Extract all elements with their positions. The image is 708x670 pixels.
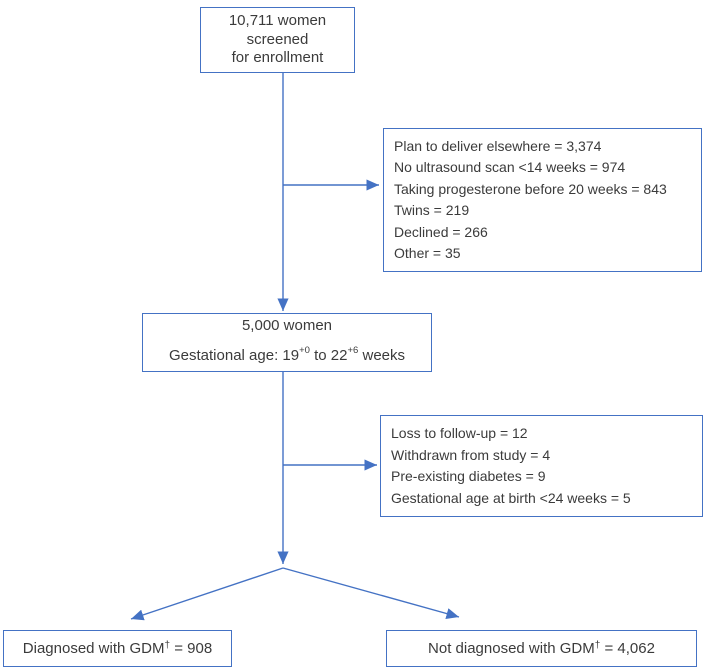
exclusion-item: Other = 35	[394, 245, 461, 261]
screened-line: screened	[246, 30, 309, 48]
gdm-prefix: Diagnosed with GDM	[22, 640, 165, 657]
followup-exclusion-item: Gestational age at birth <24 weeks = 5	[391, 489, 631, 506]
ga-suffix: weeks	[358, 347, 405, 364]
box-gdm-not-diagnosed	[386, 630, 697, 667]
screened-line: 10,711 women	[228, 12, 327, 30]
enrolled-count: 5,000 women	[241, 317, 333, 334]
gdm-count: = 908	[170, 640, 213, 657]
box-enrolled	[142, 313, 432, 372]
ga-superscript-low: +0	[299, 345, 310, 356]
box-screened	[200, 7, 355, 73]
ga-superscript-high: +6	[347, 345, 359, 356]
no-gdm-prefix: Not diagnosed with GDM	[428, 640, 595, 657]
exclusion-item: Taking progesterone before 20 weeks = 843	[394, 180, 667, 197]
exclusion-item: Plan to deliver elsewhere = 3,374	[394, 137, 602, 154]
dagger-symbol: †	[594, 640, 601, 651]
box-gdm-diagnosed	[3, 630, 232, 667]
ga-prefix: Gestational age: 19	[169, 347, 300, 364]
enrolled-gestational-age	[169, 338, 405, 369]
arrow-split-to-no-gdm	[283, 568, 459, 617]
box-exclusions-followup	[380, 415, 703, 517]
exclusion-item: Twins = 219	[394, 202, 470, 218]
arrow-split-to-gdm	[131, 568, 283, 619]
gdm-not-diagnosed-label	[428, 640, 655, 657]
followup-exclusion-item: Pre-existing diabetes = 9	[391, 468, 546, 484]
screened-line: for enrollment	[231, 49, 324, 67]
ga-mid: to 22	[309, 347, 348, 364]
exclusion-item: Declined = 266	[394, 223, 488, 240]
followup-exclusion-item: Loss to follow-up = 12	[391, 425, 528, 441]
box-exclusions-enrollment	[383, 128, 702, 272]
dagger-symbol: †	[164, 640, 171, 651]
followup-exclusion-item: Withdrawn from study = 4	[391, 446, 551, 463]
gdm-diagnosed-label	[23, 640, 212, 657]
exclusion-item: No ultrasound scan <14 weeks = 974	[394, 159, 626, 175]
no-gdm-count: = 4,062	[600, 640, 655, 657]
